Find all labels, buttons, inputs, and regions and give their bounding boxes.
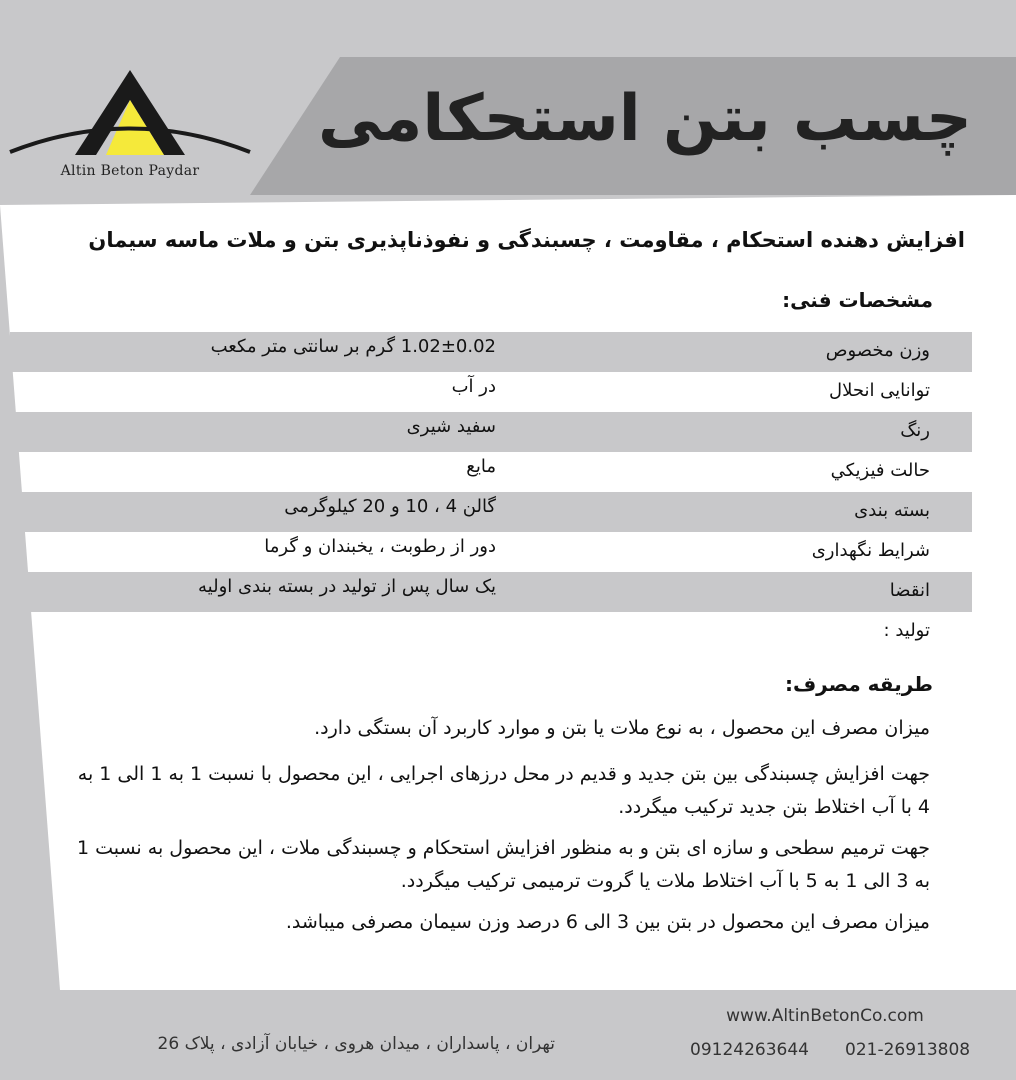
usage-paragraph: جهت افزایش چسبندگی بین بتن جدید و قدیم در محل درزهای اجرایی ، این محصول با نسبت 1 به 1 الی 1 به 4 با آب اختلاط بتن جدید ترکیب میگردد. [77, 763, 930, 818]
contact-phone: 021-26913808 [845, 1040, 971, 1060]
spec-label: شرایط نگهداری [811, 540, 930, 561]
usage-paragraph: میزان مصرف این محصول در بتن بین 3 الی 6 درصد وزن سیمان مصرفی میباشد. [285, 911, 930, 933]
spec-row [10, 372, 972, 412]
spec-value: 1.02±0.02 گرم بر سانتی متر مکعب [210, 336, 496, 357]
logo-text: Altin Beton Paydar [60, 163, 200, 179]
spec-value: مایع [466, 456, 496, 477]
spec-value: گالن 4 ، 10 و 20 کیلوگرمی [284, 496, 496, 517]
usage-paragraph: میزان مصرف این محصول ، به نوع ملات یا بتن و موارد کاربرد آن بستگی دارد. [314, 717, 930, 739]
spec-row [10, 572, 972, 612]
usage-heading: طریقه مصرف: [784, 672, 933, 696]
spec-label: حالت فیزیکي [830, 460, 930, 481]
page-title: چسب بتن استحکامی [317, 82, 972, 156]
contact-address: تهران ، پاسداران ، میدان هروی ، خیابان آزادی ، پلاک 26 [157, 1034, 555, 1054]
spec-row [10, 612, 972, 652]
specs-heading: مشخصات فنی: [782, 288, 933, 312]
spec-row [10, 532, 972, 572]
product-subtitle: افزایش دهنده استحکام ، مقاومت ، چسبندگی و نفوذناپذیری بتن و ملات ماسه سیمان [88, 228, 965, 252]
spec-row [10, 412, 972, 452]
usage-paragraph: جهت ترمیم سطحی و سازه ای بتن و به منظور افزایش استحکام و چسبندگی ملات ، این محصول به نسبت 1 به 3 الی 1 به 5 با آب اختلاط ملات یا گروت ترمیمی ترکیب میگردد. [76, 837, 930, 892]
contact-website[interactable]: www.AltinBetonCo.com [726, 1006, 924, 1026]
spec-label: وزن مخصوص [825, 340, 930, 361]
spec-value: دور از رطوبت ، یخبندان و گرما [264, 536, 496, 557]
spec-row [10, 452, 972, 492]
spec-label: بسته بندی [854, 500, 930, 521]
spec-label: تولید : [883, 620, 930, 641]
specs-table [10, 332, 972, 652]
spec-value: یک سال پس از تولید در بسته بندی اولیه [198, 576, 496, 597]
spec-label: انقضا [889, 580, 930, 601]
spec-label: توانایی انحلال [829, 380, 930, 401]
spec-row [10, 332, 972, 372]
contact-mobile: 09124263644 [690, 1040, 809, 1060]
spec-row [10, 492, 972, 532]
spec-label: رنگ [900, 420, 930, 441]
spec-value: سفید شیری [406, 416, 496, 437]
spec-value: در آب [451, 376, 496, 397]
